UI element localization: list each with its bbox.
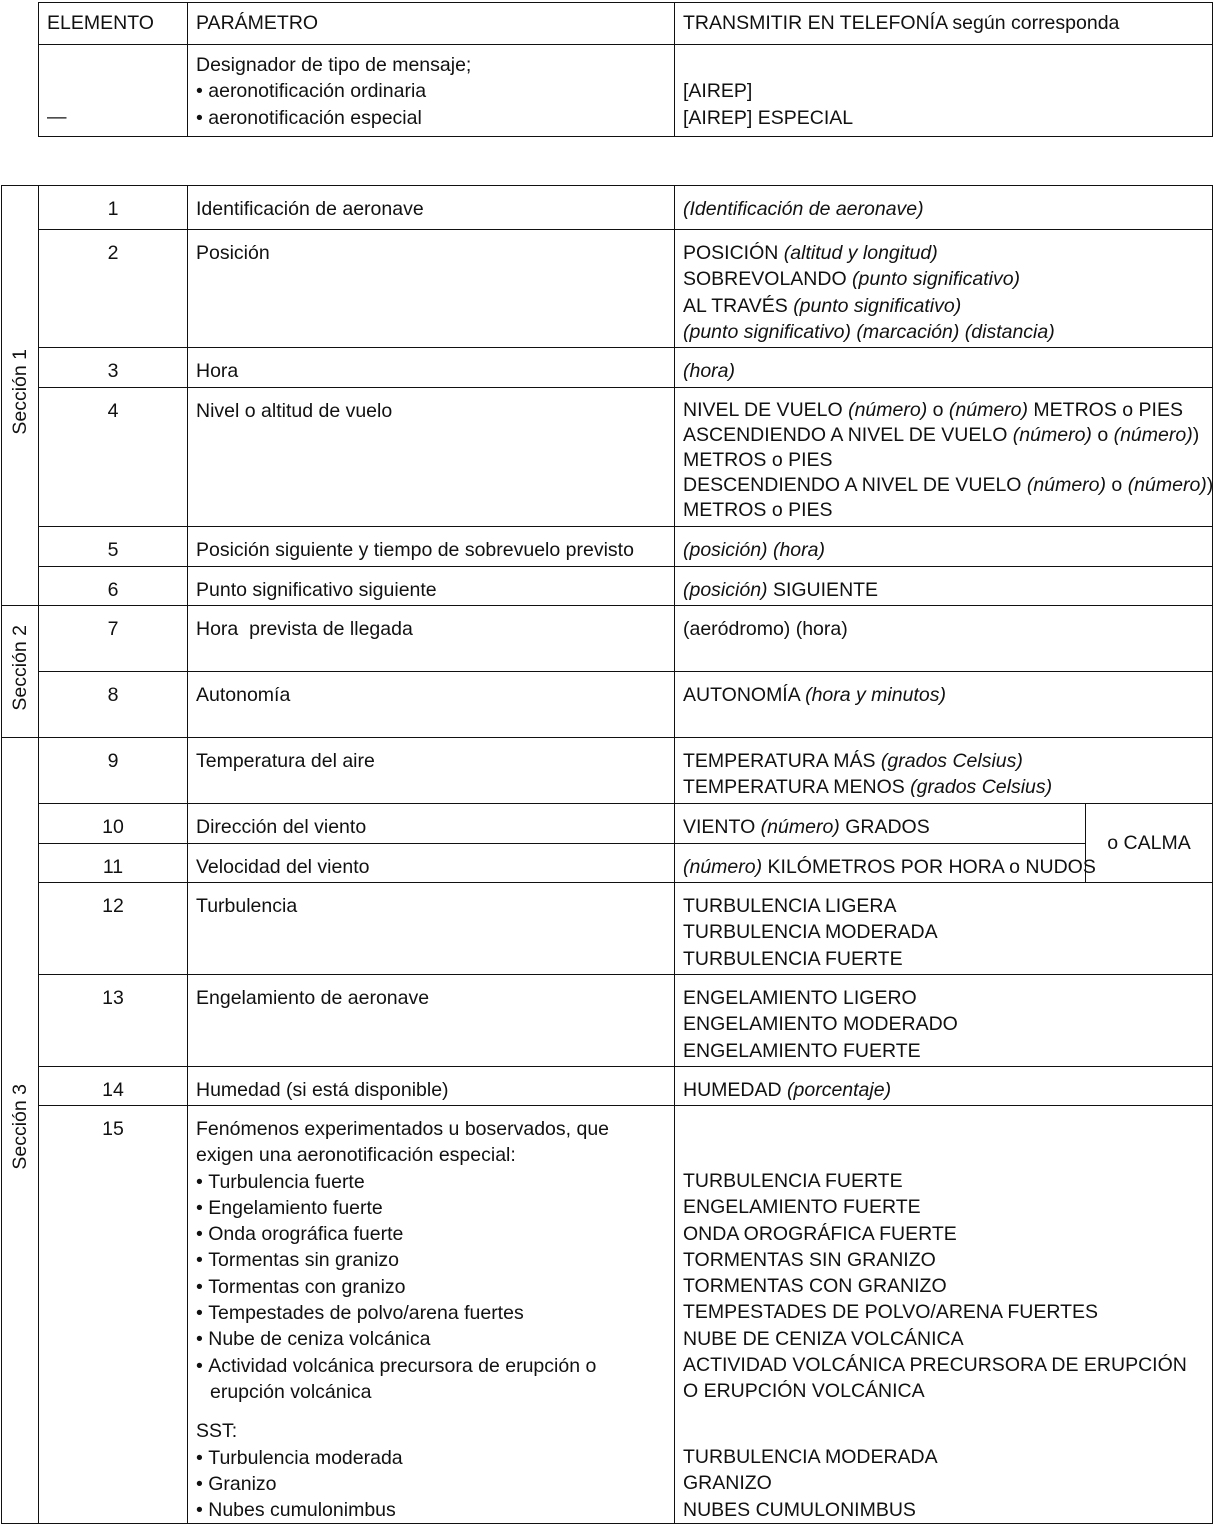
table-row xyxy=(2,804,1213,844)
designator-dash: — xyxy=(39,45,188,137)
row-number: 4 xyxy=(39,388,188,527)
row-parameter: Posición siguiente y tiempo de sobrevuelo previsto xyxy=(188,527,675,567)
row-parameter: Identificación de aeronave xyxy=(188,186,675,230)
col-parametro-header: PARÁMETRO xyxy=(188,3,675,45)
row-value: (posición) SIGUIENTE xyxy=(675,567,1213,606)
row-value: (número) KILÓMETROS POR HORA o NUDOS xyxy=(675,844,1086,883)
col-elemento-header: ELEMENTO xyxy=(39,3,188,45)
row-parameter: Fenómenos experimentados u boservados, que exigen una aeronotificación especial: • Turbulencia fuerte • Engelamiento fuerte • Onda orográfica fuerte • Tormentas sin granizo • Tormentas con granizo • Tempestades de polvo/arena fuertes • Nube de ceniza volcánica • Actividad volcánica precursora de erupción o erupción volcánica SST: • Turbulencia moderada • Granizo • Nubes cumulonimbus xyxy=(188,1106,675,1524)
row-value: (aeródromo) (hora) xyxy=(675,606,1213,672)
row-parameter: Posición xyxy=(188,230,675,348)
table-row xyxy=(2,1106,1213,1524)
row-parameter: Temperatura del aire xyxy=(188,738,675,804)
row-number: 1 xyxy=(39,186,188,230)
table-row xyxy=(2,606,1213,672)
row-number: 13 xyxy=(39,975,188,1067)
table-row xyxy=(2,186,1213,230)
row-parameter: Velocidad del viento xyxy=(188,844,675,883)
designator-parameter: Designador de tipo de mensaje; • aeronotificación ordinaria • aeronotificación especial xyxy=(188,45,675,137)
row-parameter: Dirección del viento xyxy=(188,804,675,844)
row-parameter: Humedad (si está disponible) xyxy=(188,1067,675,1106)
row-number: 14 xyxy=(39,1067,188,1106)
row-number: 7 xyxy=(39,606,188,672)
calma-note: o CALMA xyxy=(1086,804,1213,883)
row-parameter: Turbulencia xyxy=(188,883,675,975)
row-number: 3 xyxy=(39,348,188,388)
table-row xyxy=(2,1067,1213,1106)
section-2-label: Sección 2 xyxy=(2,606,39,738)
row-number: 10 xyxy=(39,804,188,844)
section-3-label: Sección 3 xyxy=(2,738,39,1524)
table-row xyxy=(2,230,1213,348)
table-row xyxy=(2,844,1213,883)
row-number: 15 xyxy=(39,1106,188,1524)
row-number: 2 xyxy=(39,230,188,348)
row-value: VIENTO (número) GRADOS xyxy=(675,804,1086,844)
row-number: 5 xyxy=(39,527,188,567)
row-value: HUMEDAD (porcentaje) xyxy=(675,1067,1213,1106)
main-table xyxy=(1,185,1213,1524)
row-number: 6 xyxy=(39,567,188,606)
row-value: NIVEL DE VUELO (número) o (número) METROS o PIES ASCENDIENDO A NIVEL DE VUELO (número) o (número)) METROS o PIES DESCENDIENDO A NIVEL DE VUELO (número) o (número)) METROS o PIES xyxy=(675,388,1213,527)
row-parameter: Engelamiento de aeronave xyxy=(188,975,675,1067)
table-row xyxy=(2,672,1213,738)
row-value: (posición) (hora) xyxy=(675,527,1213,567)
col-transmitir-header: TRANSMITIR EN TELEFONÍA según corresponda xyxy=(675,3,1213,45)
table-row xyxy=(2,527,1213,567)
row-value: AUTONOMÍA (hora y minutos) xyxy=(675,672,1213,738)
row-value: (hora) xyxy=(675,348,1213,388)
table-row xyxy=(2,883,1213,975)
table-row xyxy=(2,738,1213,804)
row-parameter: Nivel o altitud de vuelo xyxy=(188,388,675,527)
header-table xyxy=(38,2,1213,137)
table-row xyxy=(2,975,1213,1067)
row-value: TURBULENCIA LIGERA TURBULENCIA MODERADA TURBULENCIA FUERTE xyxy=(675,883,1213,975)
header-row xyxy=(39,3,1213,45)
designator-value: [AIREP] [AIREP] ESPECIAL xyxy=(675,45,1213,137)
row-value: TURBULENCIA FUERTE ENGELAMIENTO FUERTE ONDA OROGRÁFICA FUERTE TORMENTAS SIN GRANIZO TORMENTAS CON GRANIZO TEMPESTADES DE POLVO/ARENA FUERTES NUBE DE CENIZA VOLCÁNICA ACTIVIDAD VOLCÁNICA PRECURSORA DE ERUPCIÓN O ERUPCIÓN VOLCÁNICA TURBULENCIA MODERADA GRANIZO NUBES CUMULONIMBUS xyxy=(675,1106,1213,1524)
row-parameter: Autonomía xyxy=(188,672,675,738)
row-number: 11 xyxy=(39,844,188,883)
row-parameter: Hora xyxy=(188,348,675,388)
row-number: 12 xyxy=(39,883,188,975)
row-value: ENGELAMIENTO LIGERO ENGELAMIENTO MODERADO ENGELAMIENTO FUERTE xyxy=(675,975,1213,1067)
row-value: TEMPERATURA MÁS (grados Celsius) TEMPERATURA MENOS (grados Celsius) xyxy=(675,738,1213,804)
section-1-label: Sección 1 xyxy=(2,186,39,606)
row-parameter: Hora prevista de llegada xyxy=(188,606,675,672)
designator-row xyxy=(39,45,1213,137)
table-row xyxy=(2,567,1213,606)
table-row xyxy=(2,348,1213,388)
row-value: (Identificación de aeronave) xyxy=(675,186,1213,230)
row-number: 8 xyxy=(39,672,188,738)
row-value: POSICIÓN (altitud y longitud) SOBREVOLANDO (punto significativo) AL TRAVÉS (punto significativo) (punto significativo) (marcación) (distancia) xyxy=(675,230,1213,348)
row-parameter: Punto significativo siguiente xyxy=(188,567,675,606)
table-row xyxy=(2,388,1213,527)
row-number: 9 xyxy=(39,738,188,804)
